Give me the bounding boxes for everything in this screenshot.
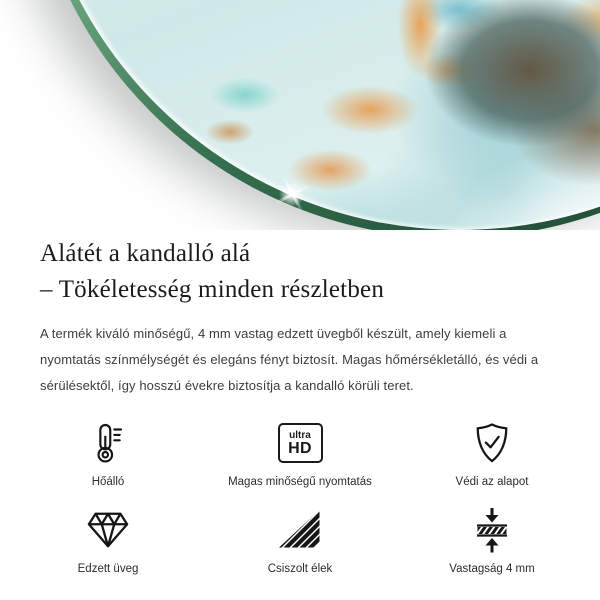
product-details-section: [0, 236, 600, 575]
product-description: A termék kiváló minőségű, 4 mm vastag edzett üvegből készült, amely kiemeli a nyomtatás színmélységét és elegáns fényt biztosít. Magas hőmérsékletálló, és védi a sérülésektől, így hosszú évekre biztosítja a kandalló körüli teret.: [40, 326, 539, 393]
polished-edge-icon: [278, 506, 322, 554]
page-title: [40, 236, 560, 308]
feature-heat-resistant: [12, 419, 204, 488]
feature-polished-edges: [204, 506, 396, 575]
page-title-line1: Alátét a kandalló alá: [40, 240, 251, 267]
thickness-icon: [470, 506, 514, 554]
feature-label: Hőálló: [91, 476, 125, 488]
feature-thickness: [396, 506, 588, 575]
feature-label: Magas minőségű nyomtatás: [228, 476, 372, 488]
shield-check-icon: [473, 419, 511, 467]
ultra-hd-icon: [278, 419, 323, 467]
page-title-line2: – Tökéletesség minden részletben: [40, 276, 385, 303]
feature-print-quality: [204, 419, 396, 488]
feature-label: Vastagság 4 mm: [449, 563, 535, 575]
ultra-hd-icon-text-top: ultra: [289, 429, 311, 441]
feature-grid: [12, 419, 588, 575]
diamond-icon: [86, 506, 130, 554]
feature-label: Csiszolt élek: [267, 563, 333, 575]
ultra-hd-icon-text-bottom: HD: [288, 439, 312, 457]
thermometer-icon: [90, 419, 126, 467]
feature-tempered-glass: [12, 506, 204, 575]
product-image: [0, 0, 600, 230]
feature-label: Védi az alapot: [455, 476, 529, 488]
feature-protects-base: [396, 419, 588, 488]
feature-label: Edzett üveg: [77, 563, 139, 575]
